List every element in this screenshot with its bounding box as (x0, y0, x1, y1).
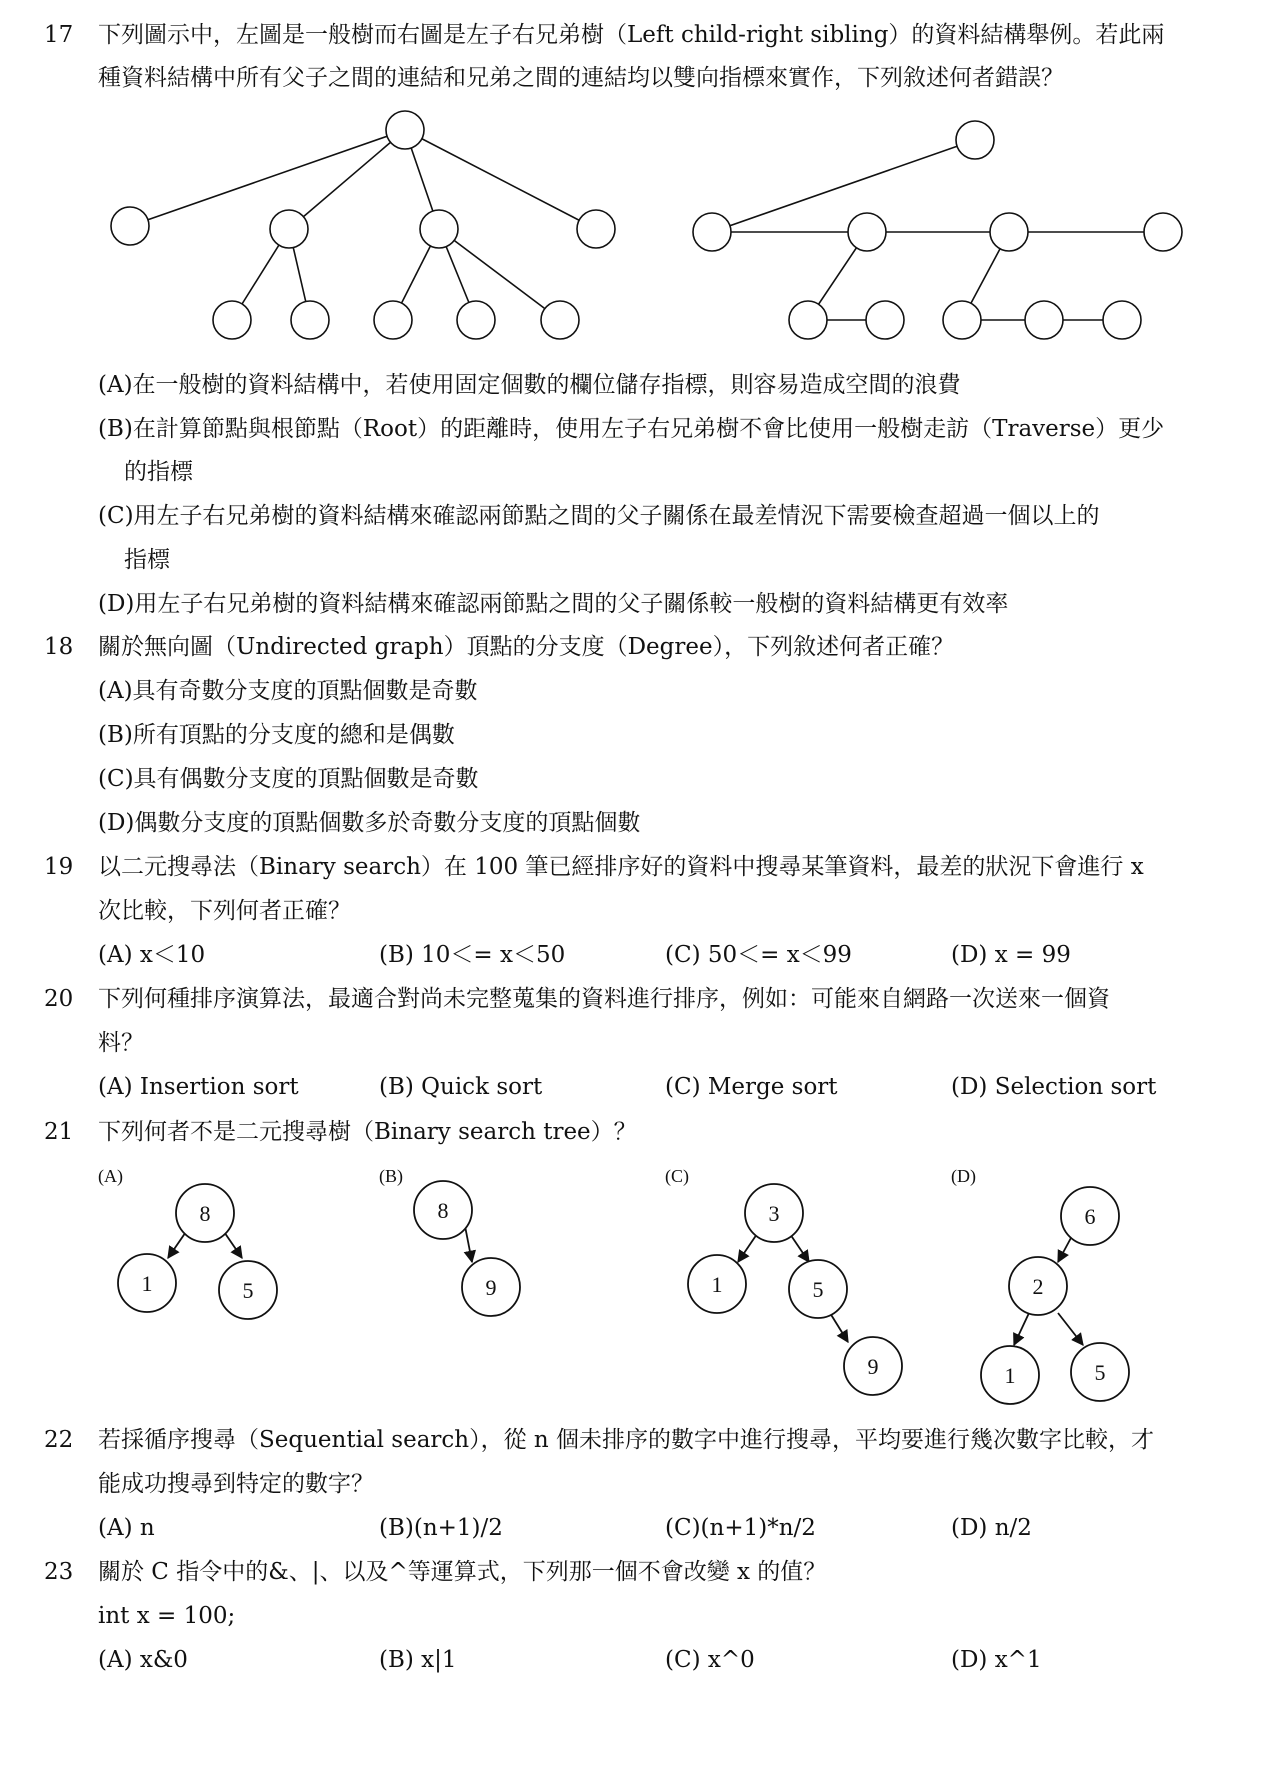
option-a: (A)在一般樹的資料結構中，若使用固定個數的欄位儲存指標，則容易造成空間的浪費 (98, 372, 961, 398)
option-d: (D) x^1 (951, 1647, 1042, 1673)
node-value: 1 (711, 1272, 723, 1297)
option-d: (D) n/2 (951, 1515, 1032, 1541)
question-text: 關於 C 指令中的&、|、以及^等運算式，下列那一個不會改變 x 的值？ (98, 1559, 827, 1585)
bst-option-b-diagram (414, 1181, 520, 1316)
option-b: (B)在計算節點與根節點（Root）的距離時，使用左子右兄弟樹不會比使用一般樹走訪（Traverse）更少 (98, 416, 1165, 442)
general-tree-diagram (111, 111, 615, 339)
question-number: 18 (44, 634, 74, 660)
question-text: 種資料結構中所有父子之間的連結和兄弟之間的連結均以雙向指標來實作，下列敘述何者錯誤？ (98, 65, 1064, 91)
option-d: (D)偶數分支度的頂點個數多於奇數分支度的頂點個數 (98, 810, 641, 836)
question-number: 21 (44, 1119, 74, 1145)
option-b: (B) x|1 (379, 1647, 457, 1673)
node-value: 8 (437, 1198, 449, 1223)
question-text: 下列何種排序演算法，最適合對尚未完整蒐集的資料進行排序，例如：可能來自網路一次送來一個資 (98, 986, 1110, 1012)
option-a: (A) n (98, 1515, 155, 1541)
option-c: (C) 50＜= x＜99 (665, 942, 852, 968)
question-text: 次比較，下列何者正確？ (98, 898, 351, 924)
bst-option-d-diagram (981, 1187, 1129, 1404)
option-a: (A) Insertion sort (98, 1074, 299, 1100)
question-number: 23 (44, 1559, 74, 1585)
option-c: (C)具有偶數分支度的頂點個數是奇數 (98, 766, 479, 792)
node-value: 9 (485, 1275, 497, 1300)
question-text: 若採循序搜尋（Sequential search），從 n 個未排序的數字中進行搜尋，平均要進行幾次數字比較，才 (98, 1427, 1155, 1453)
node-value: 1 (1004, 1363, 1016, 1388)
option-c: (C) Merge sort (665, 1074, 838, 1100)
option-d: (D)用左子右兄弟樹的資料結構來確認兩節點之間的父子關係較一般樹的資料結構更有效率 (98, 591, 1009, 617)
option-b-label: (B) (379, 1166, 403, 1186)
code-line: int x = 100; (98, 1603, 236, 1629)
node-value: 5 (242, 1278, 254, 1303)
question-number: 20 (44, 986, 74, 1012)
option-b: (B)所有頂點的分支度的總和是偶數 (98, 722, 455, 748)
option-a: (A)具有奇數分支度的頂點個數是奇數 (98, 678, 478, 704)
option-a: (A) x＜10 (98, 942, 206, 968)
option-b: (B)(n+1)/2 (379, 1515, 503, 1541)
option-b-cont: 的指標 (124, 459, 193, 485)
option-c-cont: 指標 (124, 547, 170, 573)
option-a-label: (A) (98, 1166, 123, 1186)
option-b: (B) 10＜= x＜50 (379, 942, 566, 968)
lcrs-tree-diagram (693, 121, 1182, 339)
option-c: (C) x^0 (665, 1647, 755, 1673)
option-d: (D) x = 99 (951, 942, 1071, 968)
node-value: 9 (867, 1354, 879, 1379)
node-value: 1 (141, 1271, 153, 1296)
option-d: (D) Selection sort (951, 1074, 1157, 1100)
option-c-label: (C) (665, 1166, 689, 1186)
node-value: 6 (1084, 1204, 1096, 1229)
node-value: 5 (812, 1277, 824, 1302)
question-text: 關於無向圖（Undirected graph）頂點的分支度（Degree），下列敘述何者正確？ (98, 634, 955, 660)
question-text: 下列何者不是二元搜尋樹（Binary search tree）？ (98, 1119, 637, 1145)
question-number: 17 (44, 22, 74, 48)
option-a: (A) x&0 (98, 1647, 188, 1673)
option-b: (B) Quick sort (379, 1074, 543, 1100)
question-text: 能成功搜尋到特定的數字？ (98, 1471, 374, 1497)
node-value: 8 (199, 1201, 211, 1226)
option-c: (C)(n+1)*n/2 (665, 1515, 816, 1541)
node-value: 3 (768, 1201, 780, 1226)
option-d-label: (D) (951, 1166, 976, 1186)
node-value: 5 (1094, 1360, 1106, 1385)
node-value: 2 (1032, 1274, 1044, 1299)
question-text: 以二元搜尋法（Binary search）在 100 筆已經排序好的資料中搜尋某筆資料，最差的狀況下會進行 x (98, 854, 1144, 880)
question-text: 下列圖示中，左圖是一般樹而右圖是左子右兄弟樹（Left child-right sibling）的資料結構舉例。若此兩 (98, 22, 1165, 48)
question-text: 料？ (98, 1030, 144, 1056)
option-c: (C)用左子右兄弟樹的資料結構來確認兩節點之間的父子關係在最差情況下需要檢查超過一個以上的 (98, 503, 1100, 529)
question-number: 22 (44, 1427, 74, 1453)
question-number: 19 (44, 854, 74, 880)
